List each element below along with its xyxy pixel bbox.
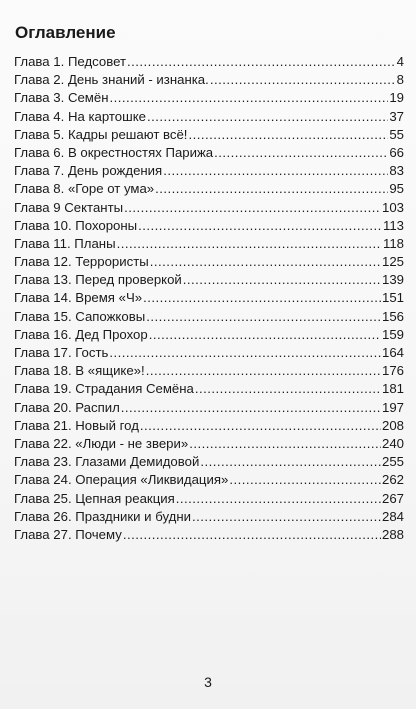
toc-dot-leader	[210, 71, 396, 89]
toc-entry-page: 95	[389, 181, 404, 197]
toc-entry	[14, 380, 404, 398]
toc-entry	[14, 199, 404, 217]
toc-entry-label: Глава 16. Дед Прохор	[14, 326, 148, 342]
toc-dot-leader	[188, 126, 388, 144]
toc-dot-leader	[146, 308, 381, 326]
toc-entry-label: Глава 10. Похороны	[14, 217, 138, 233]
toc-entry-page: 103	[381, 199, 404, 215]
toc-dot-leader	[109, 344, 381, 362]
toc-entry	[14, 144, 404, 162]
toc-entry-page: 159	[381, 326, 404, 342]
toc-entry-label: Глава 4. На картошке	[14, 108, 146, 124]
toc-dot-leader	[110, 89, 389, 107]
toc-entry-label: Глава 20. Распил	[14, 399, 120, 415]
toc-entry	[14, 490, 404, 508]
toc-dot-leader	[123, 526, 381, 544]
toc-entry	[14, 180, 404, 198]
toc-entry-label: Глава 7. День рождения	[14, 163, 163, 179]
toc-dot-leader	[229, 471, 381, 489]
toc-dot-leader	[214, 144, 388, 162]
toc-entry	[14, 326, 404, 344]
toc-dot-leader	[192, 508, 381, 526]
toc-dot-leader	[189, 435, 381, 453]
toc-title: Оглавление	[15, 23, 116, 42]
toc-entry-label: Глава 9 Сектанты	[14, 199, 124, 215]
toc-entry-label: Глава 25. Цепная реакция	[14, 490, 175, 506]
toc-entry-page: 164	[381, 345, 404, 360]
toc-dot-leader	[149, 326, 381, 344]
toc-entry-page: 37	[389, 108, 404, 124]
toc-entry-page: 55	[389, 126, 404, 142]
toc-entry	[14, 289, 404, 307]
toc-entry-page: 288	[381, 526, 404, 542]
toc-entry-page: 113	[382, 217, 404, 233]
toc-entry-page: 118	[382, 235, 404, 251]
toc-entry-label: Глава 27. Почему	[14, 526, 122, 542]
toc-entry-label: Глава 18. В «ящике»!	[14, 363, 145, 379]
toc-entry-page: 4	[396, 54, 404, 69]
toc-entry-page: 181	[381, 381, 404, 397]
toc-dot-leader	[183, 271, 381, 289]
toc-dot-leader	[200, 453, 381, 471]
toc-dot-leader	[124, 199, 381, 217]
toc-entry-page: 240	[381, 435, 404, 451]
toc-entry	[14, 399, 404, 417]
toc-entry-page: 208	[381, 417, 404, 433]
toc-entry-page: 139	[381, 272, 404, 288]
toc-entry-label: Глава 11. Планы	[14, 235, 116, 251]
toc-dot-leader	[176, 490, 381, 508]
toc-entry	[14, 126, 404, 144]
toc-entry-label: Глава 5. Кадры решают всё!	[14, 126, 188, 142]
toc-entry-label: Глава 3. Семён	[14, 90, 109, 106]
toc-dot-leader	[150, 253, 381, 271]
toc-entry-page: 125	[381, 254, 404, 270]
toc-entry	[14, 344, 404, 362]
toc-entry	[14, 471, 404, 489]
toc-entry-label: Глава 2. День знаний - изнанка.	[14, 72, 209, 88]
toc-dot-leader	[121, 399, 381, 417]
toc-list	[14, 53, 404, 544]
toc-dot-leader	[143, 289, 381, 307]
toc-entry-label: Глава 22. «Люди - не звери»	[14, 435, 189, 451]
toc-dot-leader	[163, 162, 388, 180]
toc-entry-page: 66	[389, 144, 404, 160]
toc-entry-page: 267	[381, 490, 404, 506]
toc-entry-page: 262	[381, 472, 404, 488]
toc-entry-page: 156	[381, 308, 404, 324]
toc-entry	[14, 235, 404, 253]
toc-entry-label: Глава 6. В окрестностях Парижа	[14, 144, 214, 160]
toc-entry-label: Глава 24. Операция «Ликвидация»	[14, 472, 229, 488]
toc-entry-label: Глава 15. Сапожковы	[14, 308, 146, 324]
toc-entry-label: Глава 23. Глазами Демидовой	[14, 454, 200, 470]
toc-entry	[14, 53, 404, 71]
toc-entry-page: 176	[381, 363, 404, 379]
toc-dot-leader	[127, 53, 396, 71]
table-of-contents	[14, 22, 404, 544]
toc-entry	[14, 71, 404, 89]
toc-entry-page: 284	[381, 508, 404, 524]
toc-dot-leader	[155, 180, 388, 198]
toc-entry-page: 19	[389, 90, 404, 106]
toc-entry	[14, 162, 404, 180]
toc-entry	[14, 271, 404, 289]
toc-entry-label: Глава 21. Новый год	[14, 417, 139, 433]
toc-entry	[14, 417, 404, 435]
toc-entry	[14, 217, 404, 235]
toc-entry-label: Глава 8. «Горе от ума»	[14, 181, 155, 197]
toc-entry-label: Глава 13. Перед проверкой	[14, 272, 182, 288]
toc-dot-leader	[195, 380, 381, 398]
toc-entry-page: 255	[381, 454, 404, 470]
toc-entry-page: 151	[381, 290, 404, 306]
toc-entry-page: 83	[389, 163, 404, 179]
toc-entry	[14, 435, 404, 453]
toc-dot-leader	[146, 362, 381, 380]
toc-dot-leader	[147, 108, 388, 126]
toc-entry-label: Глава 12. Террористы	[14, 254, 149, 270]
toc-entry-label: Глава 1. Педсовет	[14, 54, 127, 69]
toc-entry-page: 8	[396, 72, 404, 88]
toc-entry-label: Глава 17. Гость	[14, 345, 109, 360]
toc-entry	[14, 89, 404, 107]
toc-dot-leader	[140, 417, 381, 435]
toc-dot-leader	[117, 235, 382, 253]
toc-entry-label: Глава 19. Страдания Семёна	[14, 381, 194, 397]
toc-dot-leader	[138, 217, 382, 235]
toc-entry	[14, 108, 404, 126]
toc-entry	[14, 362, 404, 380]
page-number: 3	[204, 674, 212, 690]
toc-entry	[14, 453, 404, 471]
toc-entry	[14, 253, 404, 271]
toc-entry-label: Глава 26. Праздники и будни	[14, 508, 191, 524]
toc-entry	[14, 526, 404, 544]
toc-entry	[14, 308, 404, 326]
toc-entry-page: 197	[381, 399, 404, 415]
toc-entry-label: Глава 14. Время «Ч»	[14, 290, 143, 306]
toc-entry	[14, 508, 404, 526]
